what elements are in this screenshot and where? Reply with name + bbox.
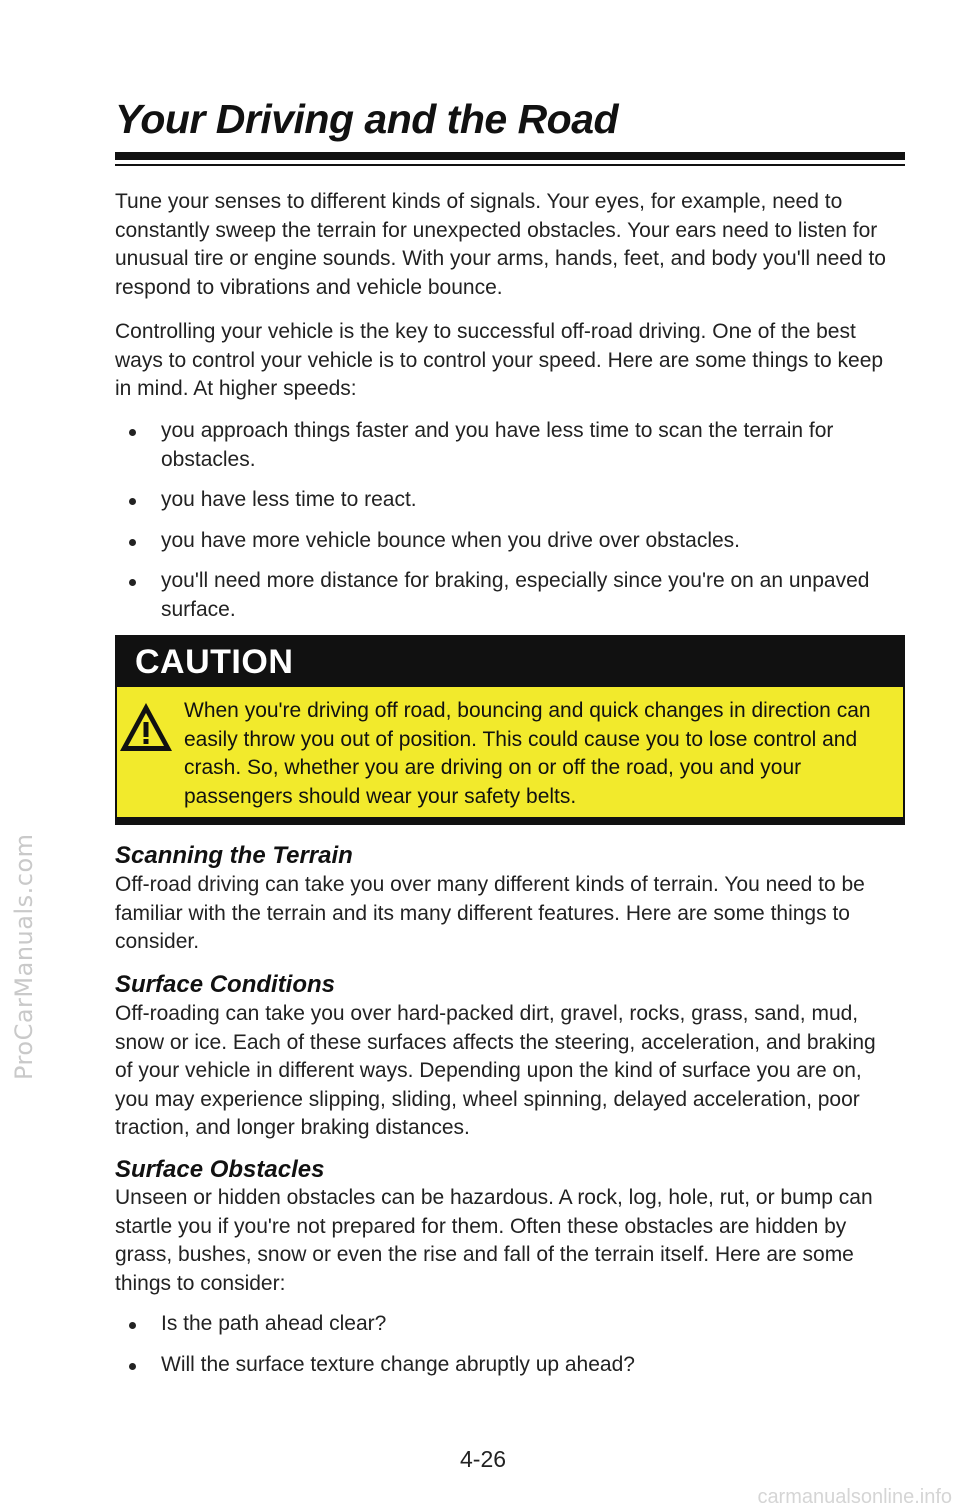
bullet-icon	[129, 579, 136, 586]
obstacle-bullet-list	[127, 1310, 887, 1379]
bullet-icon	[129, 539, 136, 546]
side-watermark: ProCarManuals.com	[10, 833, 38, 1080]
page-number: 4-26	[460, 1446, 507, 1472]
list-item-text: you approach things faster and you have less time to scan the terrain for obstacles.	[161, 419, 834, 471]
section-body-surface-conditions: Off-roading can take you over hard-packed dirt, gravel, rocks, grass, sand, mud, snow or ice. Each of these surfaces affects the steering, acceleration, and braking of your vehicle in different ways. Depending upon the kind of surface you are on, you may experience slipping, sliding, wheel spinning, delayed acceleration, poor traction, and longer braking distances.	[115, 1002, 876, 1140]
section-heading-surface-conditions: Surface Conditions	[115, 971, 336, 998]
warning-triangle-icon	[117, 700, 175, 754]
list-item	[127, 1310, 887, 1339]
bullet-icon	[129, 498, 136, 505]
list-item	[127, 1351, 887, 1380]
list-item	[127, 417, 887, 474]
page-title: Your Driving and the Road	[115, 96, 619, 142]
caution-header: CAUTION	[117, 637, 903, 687]
footer-watermark: carmanualsonline.info	[757, 1486, 952, 1508]
list-item	[127, 527, 887, 556]
list-item-text: you have more vehicle bounce when you drive over obstacles.	[161, 528, 740, 552]
section-body-scanning: Off-road driving can take you over many different kinds of terrain. You need to be familiar with the terrain and its many different features. Here are some things to consider.	[115, 873, 865, 954]
list-item-text: you'll need more distance for braking, especially since you're on an unpaved surface.	[161, 569, 870, 621]
section-heading-scanning: Scanning the Terrain	[115, 842, 353, 869]
section-body-surface-obstacles: Unseen or hidden obstacles can be hazardous. A rock, log, hole, rut, or bump can startle you if you're not prepared for them. Often these obstacles are hidden by grass, bushes, snow or even the rise and fall of the terrain itself. Here are some things to consider:	[115, 1186, 873, 1295]
list-item-text: Is the path ahead clear?	[161, 1312, 387, 1335]
list-item	[127, 486, 887, 515]
caution-box	[115, 635, 905, 825]
list-item-text: you have less time to react.	[161, 488, 417, 512]
bullet-icon	[129, 1322, 136, 1329]
title-rule	[115, 152, 905, 160]
title-rule-thin	[115, 164, 905, 166]
speed-bullet-list	[127, 417, 887, 625]
intro-paragraph-senses: Tune your senses to different kinds of signals. Your eyes, for example, need to constantly sweep the terrain for unexpected obstacles. Your ears need to listen for unusual tire or engine sounds. With your arms, hands, feet, and body you'll need to respond to vibrations and vehicle bounce.	[115, 190, 886, 299]
intro-paragraph-control: Controlling your vehicle is the key to successful off-road driving. One of the best ways to control your vehicle is to control your speed. Here are some things to keep in mind. At higher speeds:	[115, 320, 884, 401]
caution-bottom-rule	[117, 817, 903, 823]
list-item-text: Will the surface texture change abruptly up ahead?	[161, 1352, 635, 1376]
caution-text: When you're driving off road, bouncing and quick changes in direction can easily throw you out of position. This could cause you to lose control and crash. So, whether you are driving on or off the road, you and your passengers should wear your safety belts.	[184, 699, 871, 808]
bullet-icon	[129, 429, 136, 436]
bullet-icon	[129, 1363, 136, 1370]
section-heading-surface-obstacles: Surface Obstacles	[115, 1156, 325, 1183]
list-item	[127, 567, 887, 624]
